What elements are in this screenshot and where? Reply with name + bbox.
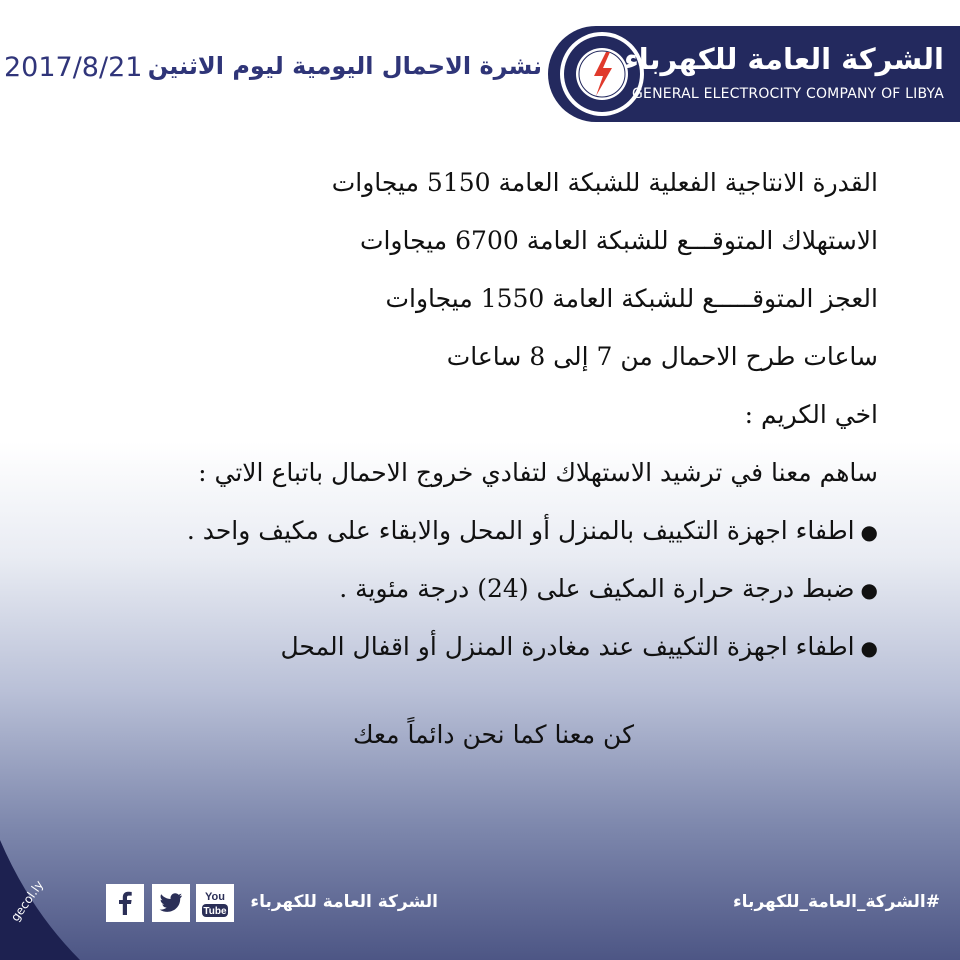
bullet-icon: ● <box>860 636 878 660</box>
load-shedding-hours-line: ساعات طرح الاحمال من 7 إلى 8 ساعات <box>446 342 878 371</box>
youtube-icon-text: You <box>205 891 225 903</box>
expected-consumption-line: الاستهلاك المتوقـــع للشبكة العامة 6700 ميجاوات <box>359 226 878 255</box>
footer-hashtag[interactable]: #الشركة_العامة_للكهرباء <box>732 892 940 912</box>
advice-item <box>78 516 878 574</box>
youtube-icon-text: Tube <box>203 906 227 917</box>
closing-line: كن معنا كما نحن دائماً معك <box>352 720 634 749</box>
expected-deficit-line: العجز المتوقـــــع للشبكة العامة 1550 ميجاوات <box>385 284 878 313</box>
bullet-icon: ● <box>860 578 878 602</box>
footer-site-name: الشركة العامة للكهرباء <box>250 892 438 912</box>
bulletin-content <box>78 168 878 690</box>
twitter-icon[interactable] <box>152 884 190 922</box>
production-capacity-line: القدرة الانتاجية الفعلية للشبكة العامة 5150 ميجاوات <box>331 168 878 197</box>
bulletin-title: نشرة الاحمال اليومية ليوم الاثنين <box>147 52 542 80</box>
advice-item-text: ضبط درجة حرارة المكيف على (24) درجة مئوية . <box>339 574 855 603</box>
corner-decoration <box>0 840 80 960</box>
brand-name-arabic: الشركة العامة للكهرباء <box>623 42 944 76</box>
brand-name-english: GENERAL ELECTROCITY COMPANY OF LIBYA <box>631 86 944 102</box>
advice-intro-line: ساهم معنا في ترشيد الاستهلاك لتفادي خروج الاحمال باتباع الاتي : <box>198 458 878 487</box>
advice-item <box>78 632 878 690</box>
facebook-icon[interactable] <box>106 884 144 922</box>
greeting-line: اخي الكريم : <box>744 400 878 429</box>
advice-item-text: اطفاء اجهزة التكييف بالمنزل أو المحل والابقاء على مكيف واحد . <box>186 516 855 545</box>
advice-item-text: اطفاء اجهزة التكييف عند مغادرة المنزل أو اقفال المحل <box>280 632 855 661</box>
advice-item <box>78 574 878 632</box>
bulletin-date: 2017/8/21 <box>4 52 143 83</box>
brand-bar <box>548 26 960 122</box>
bullet-icon: ● <box>860 520 878 544</box>
youtube-icon[interactable] <box>196 884 234 922</box>
website-url[interactable]: gecol.ly <box>8 877 47 925</box>
